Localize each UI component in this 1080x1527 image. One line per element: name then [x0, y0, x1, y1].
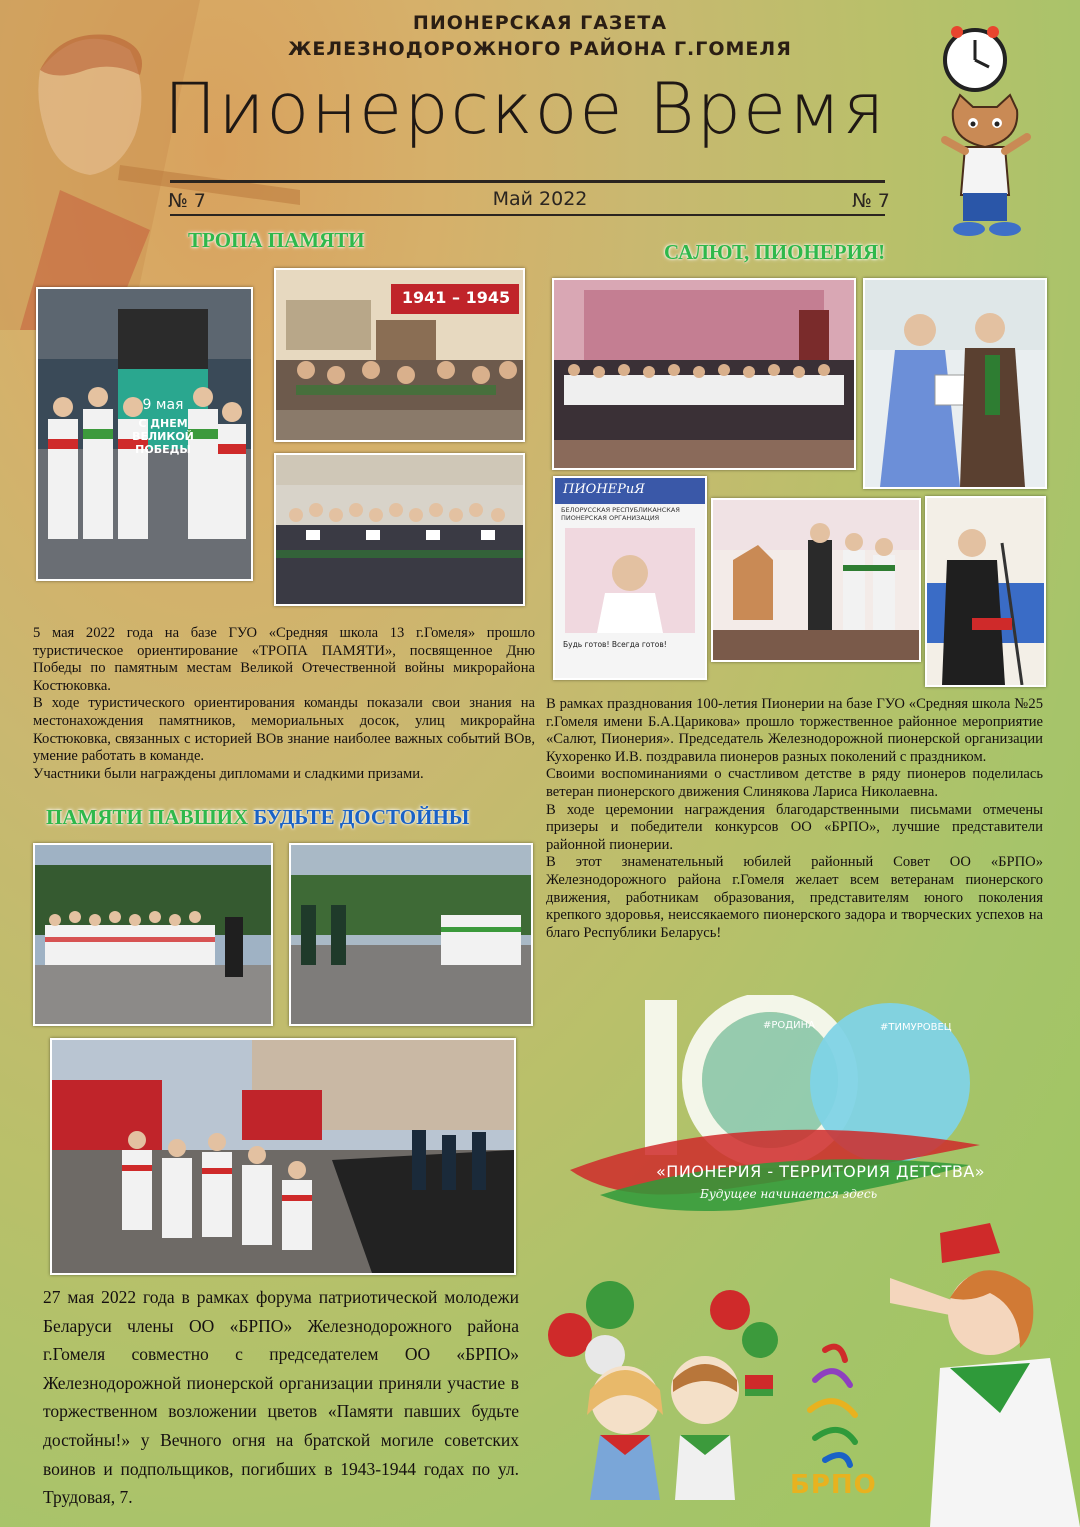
photo-banner-text: С ДНЕМ ВЕЛИКОЙ ПОБЕДЫ [132, 417, 194, 456]
section3-article [43, 1283, 519, 1512]
section1-paragraph-1: 5 мая 2022 года на базе ГУО «Средняя школа 13 г.Гомеля» прошло туристическое ориентирование «ТРОПА ПАМЯТИ», посвященное Дню Победы по памятным местам Великой Отечественной войны микрорайона Костюковка. [33, 625, 535, 694]
logo-tag-timurovets: #ТИМУРОВЕЦ [880, 1022, 952, 1033]
section3-paragraph: 27 мая 2022 года в рамках форума патриотической молодежи Беларуси члены ОО «БРПО» Железнодорожного района г.Гомеля совместно с председателем ОО «БРПО» Железнодорожной пионерской организации приняли участие в торжественном возложении цветов «Памяти павших будьте достойны!» у Вечного огня на братской могиле советских воинов и подпольщиков, погибших в 1943-1944 годах по ул. Трудовая, 7. [43, 1287, 519, 1508]
section3-headline [46, 805, 469, 830]
pioneria-org-text: БЕЛОРУССКАЯ РЕСПУБЛИКАНСКАЯ ПИОНЕРСКАЯ ОРГАНИЗАЦИЯ [561, 506, 680, 522]
section3-headline-part2: БУДЬТЕ ДОСТОЙНЫ [253, 805, 470, 829]
newspaper-title: Пионерское Время [163, 68, 887, 150]
issue-date: Май 2022 [492, 188, 588, 210]
photo-wreath-laying [50, 1038, 516, 1275]
photo-pioneria-frame [553, 476, 707, 680]
photo-victory-day-group [36, 287, 253, 581]
issue-number-left: № 7 [168, 190, 206, 212]
logo-slogan: «ПИОНЕРИЯ - ТЕРРИТОРИЯ ДЕТСТВА» [656, 1162, 986, 1181]
pioneria-frame-caption: Будь готов! Всегда готов! [563, 640, 667, 649]
section3-headline-part1: ПАМЯТИ ПАВШИХ [46, 805, 249, 829]
children-with-balloons-illustration [545, 1280, 785, 1520]
photo-veteran-speech [925, 496, 1046, 687]
section1-headline: ТРОПА ПАМЯТИ [188, 228, 365, 252]
svg-text:9 мая: 9 мая [142, 397, 184, 413]
issue-number-right: № 7 [852, 190, 890, 212]
saluting-pioneer-girl-illustration [880, 1208, 1080, 1527]
section1-article [33, 625, 535, 783]
section2-paragraph-2: Своими воспоминаниями о счастливом детстве в ряду пионеров поделилась ветеран пионерского движения Слинякова Лариса Николаевна. [546, 766, 1043, 800]
photo-pioneer-with-diploma [863, 278, 1047, 489]
logo-subslogan: Будущее начинается здесь [700, 1187, 878, 1201]
photo-1941-1945-sign: 1941 – 1945 [401, 288, 511, 307]
photo-memorial-group-1 [33, 843, 273, 1026]
photo-memorial-guard [289, 843, 533, 1026]
section2-paragraph-4: В этот знаменательный юбилей районный Совет ОО «БРПО» Железнодорожного района г.Гомеля желает всем ветеранам пионерского движения, работникам образования, представителям юного поколения крепкого здоровья, неиссякаемого пионерского задора и творческих успехов на благо Республики Беларусь! [546, 854, 1043, 941]
section1-paragraph-3: Участники были награждены дипломами и сладкими призами. [33, 765, 424, 782]
photo-students-with-diplomas [274, 453, 525, 606]
section2-headline: САЛЮТ, ПИОНЕРИЯ! [664, 240, 886, 264]
logo-tag-rodina: #РОДИНА [763, 1020, 815, 1031]
section2-article [546, 696, 1043, 942]
photo-classroom-1941 [274, 268, 525, 442]
photo-mascot-and-pioneers [711, 498, 921, 662]
section1-paragraph-2: В ходе туристического ориентирования команды показали свои знания на местонахождения памятников, мемориальных досок, улиц микрорайна Костюковка, связанных с историей ВОв знание наиболее важных событий ВОв, умение работать в команде. [33, 695, 535, 765]
masthead-rule-top [170, 180, 885, 183]
brpo-logo-text: БРПО [790, 1470, 877, 1500]
section2-paragraph-3: В ходе церемонии награждения благодарственными письмами отмечены призеры и победители конкурсов ОО «БРПО», лучшие представители районной пионерии. [546, 801, 1043, 853]
lynx-mascot-with-clock [925, 15, 1045, 245]
masthead-rule-bottom [170, 214, 885, 216]
masthead-subtitle-line1: ПИОНЕРСКАЯ ГАЗЕТА [412, 12, 668, 34]
section2-paragraph-1: В рамках празднования 100-летия Пионерии на базе ГУО «Средняя школа №25 г.Гомеля имени Б.А.Царикова» прошло торжественное районное мероприятие «Салют, Пионерия». Председатель Железнодорожной пионерской организации Кухоренко И.В. поздравила пионеров разных поколений с праздником. [546, 696, 1043, 765]
photo-assembly-hall [552, 278, 856, 470]
masthead-subtitle-line2: ЖЕЛЕЗНОДОРОЖНОГО РАЙОНА Г.ГОМЕЛЯ [288, 38, 792, 60]
pioneria-brand-text: ПИОНЕРиЯ [563, 482, 645, 497]
